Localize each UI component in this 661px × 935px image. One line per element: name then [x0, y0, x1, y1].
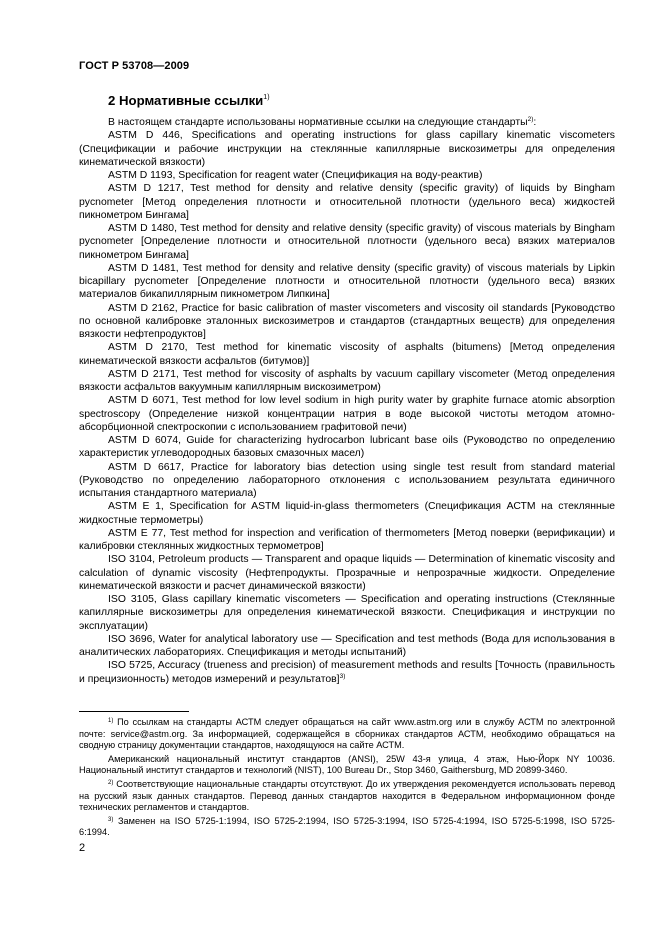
section-title-text: 2 Нормативные ссылки: [108, 93, 264, 108]
document-header: ГОСТ Р 53708—2009: [79, 60, 190, 72]
footnote-2-text: Соответствующие национальные стандарты отсутствуют. До их утверждения рекомендуется использовать перевод на русский язык данных стандартов. Перевод данных стандартов находится в Федеральном информационном фонде технических регламентов и стандартов.: [79, 778, 615, 813]
intro-footnote-ref[interactable]: 2): [527, 116, 534, 123]
reference-item: ASTM D 6617, Practice for laboratory bias detection using single test result from standard material (Руководство по определению лабораторного отклонения с использованием результата единичного испытания стандартного материала): [79, 461, 615, 499]
reference-item: ASTM D 2162, Practice for basic calibration of master viscometers and viscosity oil standards [Руководство по основной калибровке эталонных вискозиметров и стандартов (стандартных веществ) для определения вязкости нефтепродуктов]: [79, 302, 615, 340]
reference-item: ASTM D 446, Specifications and operating instructions for glass capillary kinematic viscometers (Спецификации и рабочие инструкции на стеклянные капиллярные вискозиметры для определения кинематической вязкости): [79, 130, 615, 168]
reference-item-last-text: ISO 5725, Accuracy (trueness and precision) of measurement methods and results [Точность (правильность и прецизионность) методов измерений и результатов]: [79, 660, 615, 685]
reference-item: ASTM D 1193, Specification for reagent water (Спецификация на воду-реактив): [108, 170, 483, 181]
reference-item: ASTM D 1480, Test method for density and relative density (specific gravity) of viscous materials by Bingham pycnometer [Определение плотности и относительной плотности (удельного веса) вязких материалов пикнометром Бингама]: [79, 223, 615, 261]
normative-references-section: [79, 90, 615, 686]
section-title-footnote-ref[interactable]: 1): [263, 94, 270, 101]
reference-footnote-ref[interactable]: 3): [339, 672, 346, 680]
page-number: 2: [79, 842, 86, 854]
footnote-3-mark: 3): [108, 816, 114, 823]
section-intro-text: В настоящем стандарте использованы нормативные ссылки на следующие стандарты: [108, 117, 528, 128]
section-intro-end: :: [533, 117, 537, 128]
footnote-1-text: По ссылкам на стандарты АСТМ следует обращаться на сайт www.astm.org или в службу АСТМ по электронной почте: service@astm.org. За информацией, содержащейся в сборниках стандартов АСТМ, необходимо обращаться на сводную страницу документации стандартов, находящуюся на сайте АСТМ.: [79, 717, 615, 751]
reference-item: ASTM D 6074, Guide for characterizing hydrocarbon lubricant base oils (Руководство по определению характеристик углеводородных базовых смазочных масел): [79, 435, 615, 460]
footnote-separator: [79, 711, 189, 712]
footnotes: [79, 717, 615, 841]
reference-item: ASTM E 1, Specification for ASTM liquid-in-glass thermometers (Спецификация АСТМ на стеклянные жидкостные термометры): [79, 501, 615, 526]
section-title: [108, 90, 615, 109]
reference-item: ASTM D 1217, Test method for density and relative density (specific gravity) of liquids by Bingham pycnometer [Метод определения плотности и относительной плотности (удельного веса) жидкостей пикнометром Бингама]: [79, 183, 615, 221]
reference-item: ISO 3105, Glass capillary kinematic viscometers — Specification and operating instructions (Стеклянные капиллярные вискозиметры для определения кинематической вязкости. Спецификация и инструкции по эксплуатации): [79, 594, 615, 632]
footnote-1: [79, 717, 615, 752]
reference-item: ISO 3104, Petroleum products — Transparent and opaque liquids — Determination of kinematic viscosity and calculation of dynamic viscosity (Нефтепродукты. Прозрачные и непрозрачные жидкости. Определение кинематической вязкости и расчет динамической вязкости): [79, 554, 615, 592]
reference-item: ASTM D 6071, Test method for low level sodium in high purity water by graphite furnace atomic absorption spectroscopy (Определение низкой концентрации натрия в воде высокой чистоты методом атомно-абсорбционной спектроскопии с использованием графитовой печи): [79, 395, 615, 433]
reference-item: ASTM D 2170, Test method for kinematic viscosity of asphalts (bitumens) [Метод определения кинематической вязкости асфальтов (битумов)]: [79, 342, 615, 367]
footnote-1-mark: 1): [108, 718, 114, 724]
footnote-2-mark: 2): [108, 779, 114, 786]
section-intro: [79, 116, 615, 129]
reference-item: ISO 3696, Water for analytical laboratory use — Specification and test methods (Вода для использования в аналитических лабораториях. Спецификация и методы испытаний): [79, 633, 615, 658]
footnote-2: [79, 779, 615, 814]
footnote-3-text: Заменен на ISO 5725-1:1994, ISO 5725-2:1994, ISO 5725-3:1994, ISO 5725-4:1994, ISO 5725-5:1998, ISO 5725-6:1994.: [79, 815, 615, 838]
footnote-3: [79, 816, 615, 839]
reference-item-last: [79, 659, 615, 686]
footnote-1-continuation: Американский национальный институт стандартов (ANSI), 25W 43-я улица, 4 этаж, Нью-Йорк NY 10036. Национальный институт стандартов и технологий (NIST), 100 Bureau Dr., Stop 3460, Gaithersburg, MD 20899-3460.: [79, 753, 615, 776]
reference-item: ASTM E 77, Test method for inspection and verification of thermometers [Метод поверки (верификации) и калибровки стеклянных жидкостных термометров]: [79, 527, 615, 552]
reference-item: ASTM D 1481, Test method for density and relative density (specific gravity) of viscous materials by Lipkin bicapillary pycnometer [Определение плотности и относительной плотности (удельного веса) вязких материалов бикапиллярным пикнометром Липкина]: [79, 262, 615, 301]
reference-item: ASTM D 2171, Test method for viscosity of asphalts by vacuum capillary viscometer (Метод определения вязкости асфальтов вакуумным капиллярным вискозиметром): [79, 368, 615, 393]
